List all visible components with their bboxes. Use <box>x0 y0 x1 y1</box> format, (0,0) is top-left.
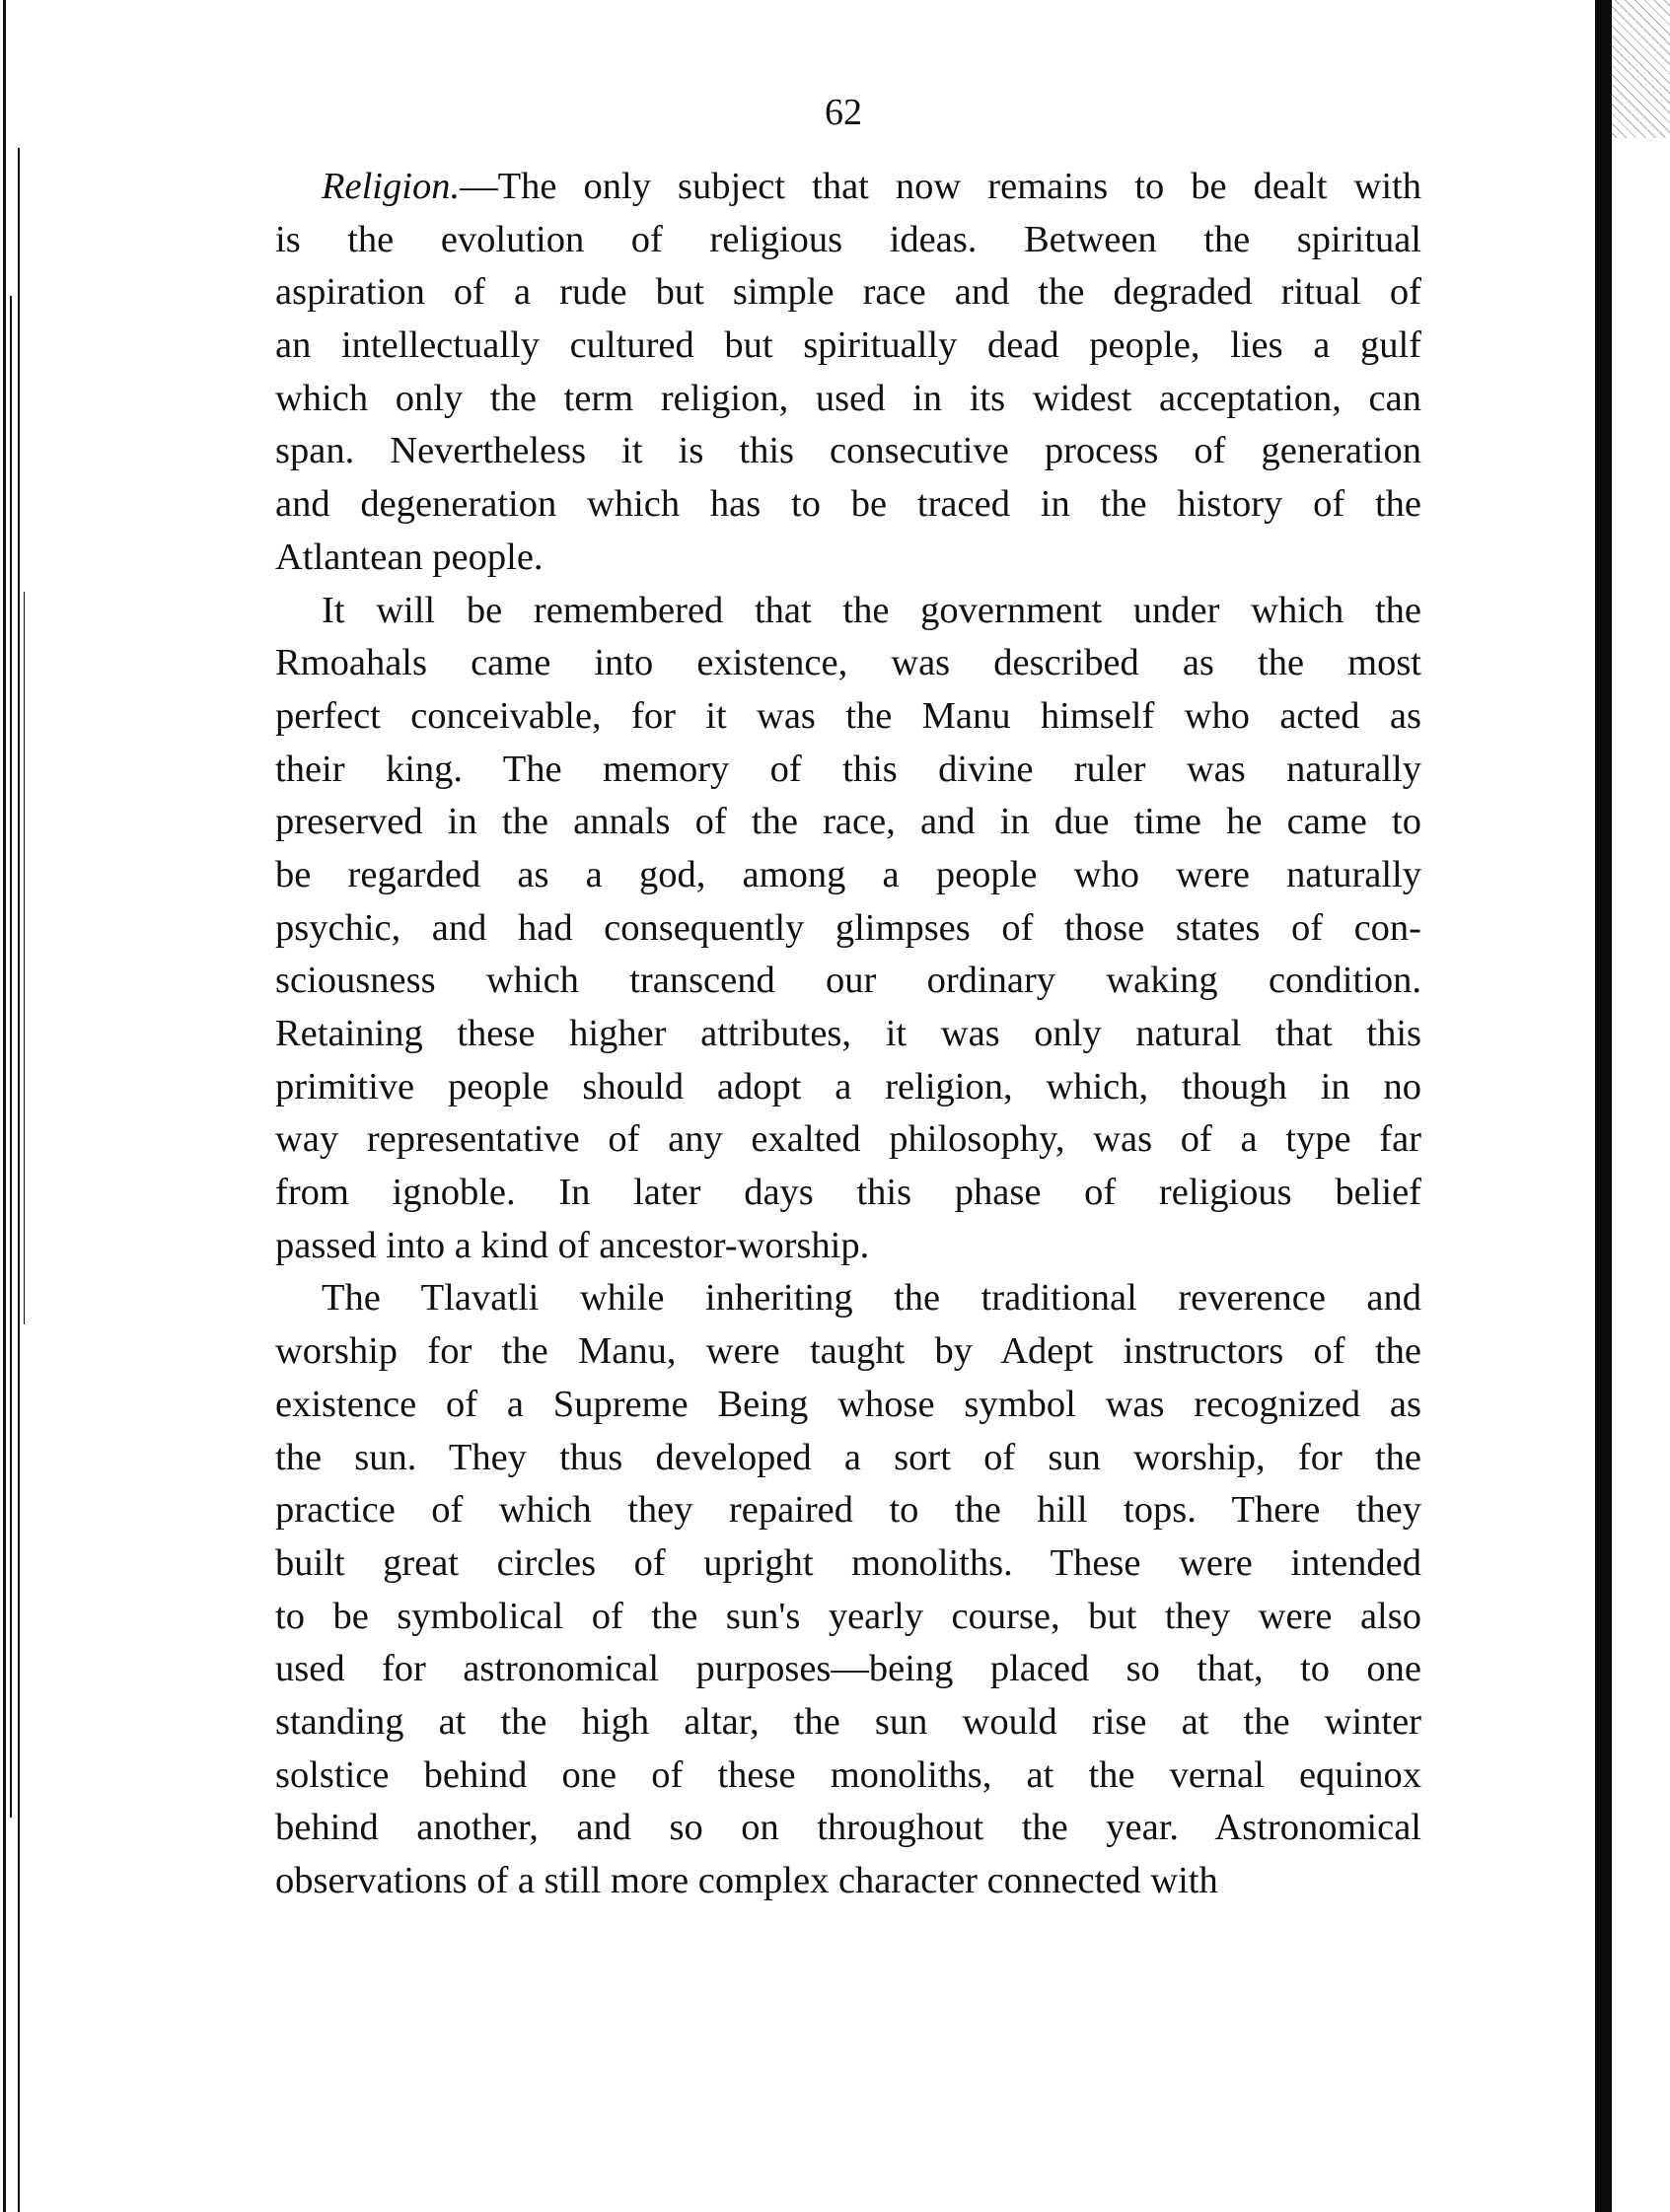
text-line: Retaining these higher attributes, it was only natural that this <box>275 1013 1421 1054</box>
text-line: solstice behind one of these monoliths, at the vernal equinox <box>275 1753 1421 1796</box>
text-line: standing at the high altar, the sun would rise at the winter <box>275 1700 1421 1743</box>
text-line: and degeneration which has to be traced in the history of the <box>275 483 1421 526</box>
text-line: span. Nevertheless it is this consecutive process of generation <box>275 430 1421 472</box>
text-line: The Tlavatli while inheriting the traditional reverence and <box>322 1277 1421 1320</box>
text-line: built great circles of upright monoliths. These were intended <box>275 1541 1421 1584</box>
text-line <box>275 161 1421 214</box>
text-line: be regarded as a god, among a people who were naturally <box>275 853 1421 895</box>
text-line: the sun. They thus developed a sort of sun worship, for the <box>275 1436 1421 1478</box>
text-line: behind another, and so on throughout the year. Astronomical <box>275 1807 1421 1849</box>
text-line: perfect conceivable, for it was the Manu himself who acted as <box>275 694 1421 737</box>
text-line: passed into a kind of ancestor-worship. <box>275 1224 870 1266</box>
text-line: It will be remembered that the government under which the <box>322 589 1421 631</box>
scan-edge-right <box>1595 0 1612 2212</box>
text-line: used for astronomical purposes—being placed so that, to one <box>275 1648 1421 1690</box>
scan-edge-left <box>0 0 30 2212</box>
line-text: —The only subject that now remains to be dealt with <box>460 166 1421 207</box>
text-line: their king. The memory of this divine ruler was naturally <box>275 748 1421 790</box>
text-line: from ignoble. In later days this phase of religious belief <box>275 1172 1421 1214</box>
text-line: preserved in the annals of the race, and in due time he came to <box>275 801 1421 843</box>
text-line: way representative of any exalted philosophy, was of a type far <box>275 1118 1421 1161</box>
text-line: sciousness which transcend our ordinary waking condition. <box>275 960 1421 1002</box>
section-heading: Religion. <box>322 166 461 207</box>
text-line: primitive people should adopt a religion, which, though in no <box>275 1065 1421 1107</box>
text-line: existence of a Supreme Being whose symbol was recognized as <box>275 1383 1421 1425</box>
text-line: observations of a still more complex character connected with <box>275 1860 1218 1901</box>
text-line: aspiration of a rude but simple race and the degraded ritual of <box>275 271 1421 314</box>
body-text <box>275 161 1421 1908</box>
text-line: an intellectually cultured but spiritually dead people, lies a gulf <box>275 324 1421 367</box>
text-line: is the evolution of religious ideas. Between the spiritual <box>275 218 1421 260</box>
text-line: worship for the Manu, were taught by Adept instructors of the <box>275 1330 1421 1373</box>
page-number: 62 <box>825 92 862 133</box>
text-line: which only the term religion, used in its widest acceptation, can <box>275 377 1421 419</box>
text-line: to be symbolical of the sun's yearly course, but they were also <box>275 1595 1421 1637</box>
text-line: Rmoahals came into existence, was described as the most <box>275 642 1421 684</box>
text-line: Atlantean people. <box>275 535 544 578</box>
text-line: practice of which they repaired to the hill tops. There they <box>275 1489 1421 1532</box>
text-line: psychic, and had consequently glimpses of those states of con- <box>275 906 1421 949</box>
